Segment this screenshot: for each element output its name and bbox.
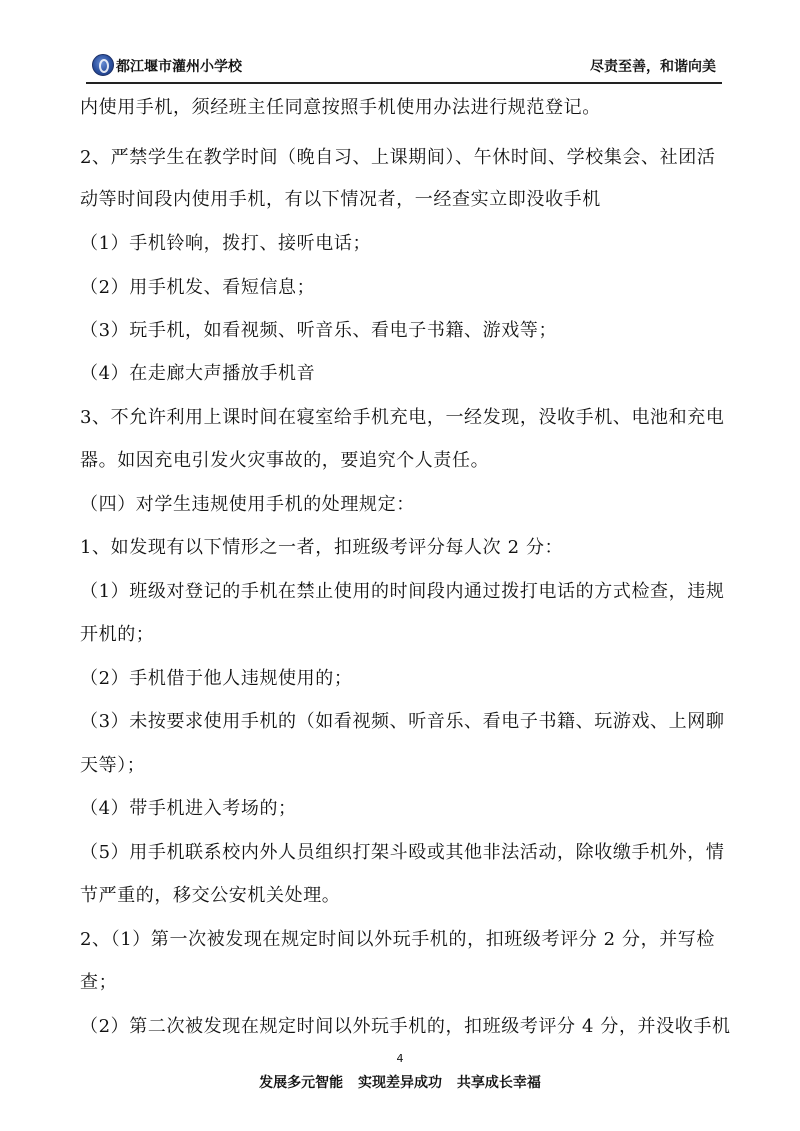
page-number: 4 <box>396 1052 404 1065</box>
text-line: 开机的； <box>80 624 155 645</box>
text-line: 查； <box>80 972 118 993</box>
text-line: 2、严禁学生在教学时间（晚自习、上课期间）、午休时间、学校集会、社团活 <box>80 147 716 168</box>
text-line: （2）用手机发、看短信息； <box>80 277 316 298</box>
text-line: （3）未按要求使用手机的（如看视频、听音乐、看电子书籍、玩游戏、上网聊 <box>80 711 725 732</box>
text-line: （2）手机借于他人违规使用的； <box>80 668 353 689</box>
text-line: （2）第二次被发现在规定时间以外玩手机的，扣班级考评分 4 分，并没收手机 <box>80 1016 731 1037</box>
page-header <box>86 48 722 84</box>
text-line: 3、不允许利用上课时间在寝室给手机充电，一经发现，没收手机、电池和充电 <box>80 407 725 428</box>
text-line: （4）带手机进入考场的； <box>80 798 297 819</box>
text-line: （4）在走廊大声播放手机音 <box>80 363 316 384</box>
text-line: 内使用手机，须经班主任同意按照手机使用办法进行规范登记。 <box>80 97 601 118</box>
text-line: （5）用手机联系校内外人员组织打架斗殴或其他非法活动，除收缴手机外，情 <box>80 842 725 863</box>
text-line: 1、如发现有以下情形之一者，扣班级考评分每人次 2 分： <box>80 537 564 558</box>
text-line: 2、（1）第一次被发现在规定时间以外玩手机的，扣班级考评分 2 分，并写检 <box>80 929 715 950</box>
school-motto: 尽责至善，和谐向美 <box>590 59 716 75</box>
school-name: 都江堰市灌州小学校 <box>116 59 242 75</box>
text-line: （四）对学生违规使用手机的处理规定： <box>80 494 415 515</box>
footer-slogan: 发展多元智能 实现差异成功 共享成长幸福 <box>259 1075 541 1091</box>
text-line: （1）班级对登记的手机在禁止使用的时间段内通过拨打电话的方式检查，违规 <box>80 581 725 602</box>
text-line: 器。如因充电引发火灾事故的，要追究个人责任。 <box>80 450 490 471</box>
school-logo-icon <box>92 54 114 76</box>
text-line: （1）手机铃响，拨打、接听电话； <box>80 233 372 254</box>
text-line: （3）玩手机，如看视频、听音乐、看电子书籍、游戏等； <box>80 320 558 341</box>
text-line: 动等时间段内使用手机，有以下情况者，一经查实立即没收手机 <box>80 189 601 210</box>
text-line: 节严重的，移交公安机关处理。 <box>80 885 341 906</box>
text-line: 天等）； <box>80 755 146 776</box>
